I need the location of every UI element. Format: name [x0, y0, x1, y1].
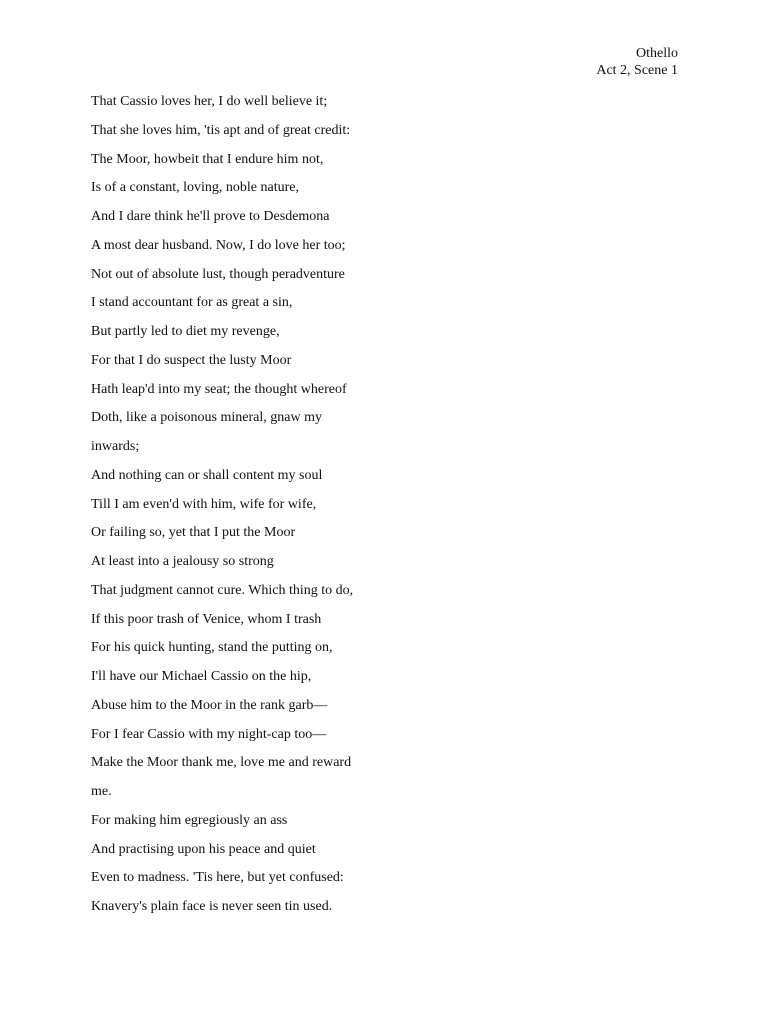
verse-line: But partly led to diet my revenge,	[91, 324, 280, 339]
verse-line: If this poor trash of Venice, whom I trash	[91, 611, 322, 627]
verse-line: I stand accountant for as great a sin,	[91, 295, 293, 311]
verse-line: A most dear husband. Now, I do love her too;	[91, 237, 346, 253]
verse-line: Even to madness. 'Tis here, but yet confused:	[91, 870, 344, 886]
verse-line: Not out of absolute lust, though peradventure	[91, 266, 345, 282]
verse-line: For his quick hunting, stand the putting on,	[91, 640, 333, 656]
verse-line: For that I do suspect the lusty Moor	[91, 352, 292, 368]
verse-line: Knavery's plain face is never seen tin used.	[91, 899, 333, 914]
page-header	[596, 45, 678, 79]
verse-line: I'll have our Michael Cassio on the hip,	[91, 669, 312, 684]
verse-line: Doth, like a poisonous mineral, gnaw my	[91, 410, 322, 426]
verse-line: Abuse him to the Moor in the rank garb—	[91, 697, 328, 713]
verse-line: And nothing can or shall content my soul	[91, 467, 323, 483]
verse-line: me.	[91, 784, 112, 799]
verse-line: Till I am even'd with him, wife for wife,	[91, 496, 317, 512]
verse-text	[91, 91, 391, 925]
verse-line: For making him egregiously an ass	[91, 812, 288, 828]
verse-line: And I dare think he'll prove to Desdemona	[91, 209, 330, 224]
verse-line: At least into a jealousy so strong	[91, 554, 274, 569]
verse-line: That she loves him, 'tis apt and of great credit:	[91, 122, 351, 138]
play-title: Othello	[636, 46, 678, 61]
act-scene: Act 2, Scene 1	[596, 63, 678, 78]
verse-line: For I fear Cassio with my night-cap too—	[91, 726, 327, 742]
verse-line: inwards;	[91, 439, 140, 454]
verse-line: Is of a constant, loving, noble nature,	[91, 180, 300, 196]
verse-line: Make the Moor thank me, love me and reward	[91, 755, 352, 771]
verse-line: Hath leap'd into my seat; the thought whereof	[91, 381, 347, 397]
verse-line: Or failing so, yet that I put the Moor	[91, 525, 296, 541]
verse-line: The Moor, howbeit that I endure him not,	[91, 151, 324, 167]
verse-line: And practising upon his peace and quiet	[91, 841, 316, 857]
verse-line: That Cassio loves her, I do well believe it;	[91, 94, 328, 109]
verse-line: That judgment cannot cure. Which thing to do,	[91, 582, 354, 598]
